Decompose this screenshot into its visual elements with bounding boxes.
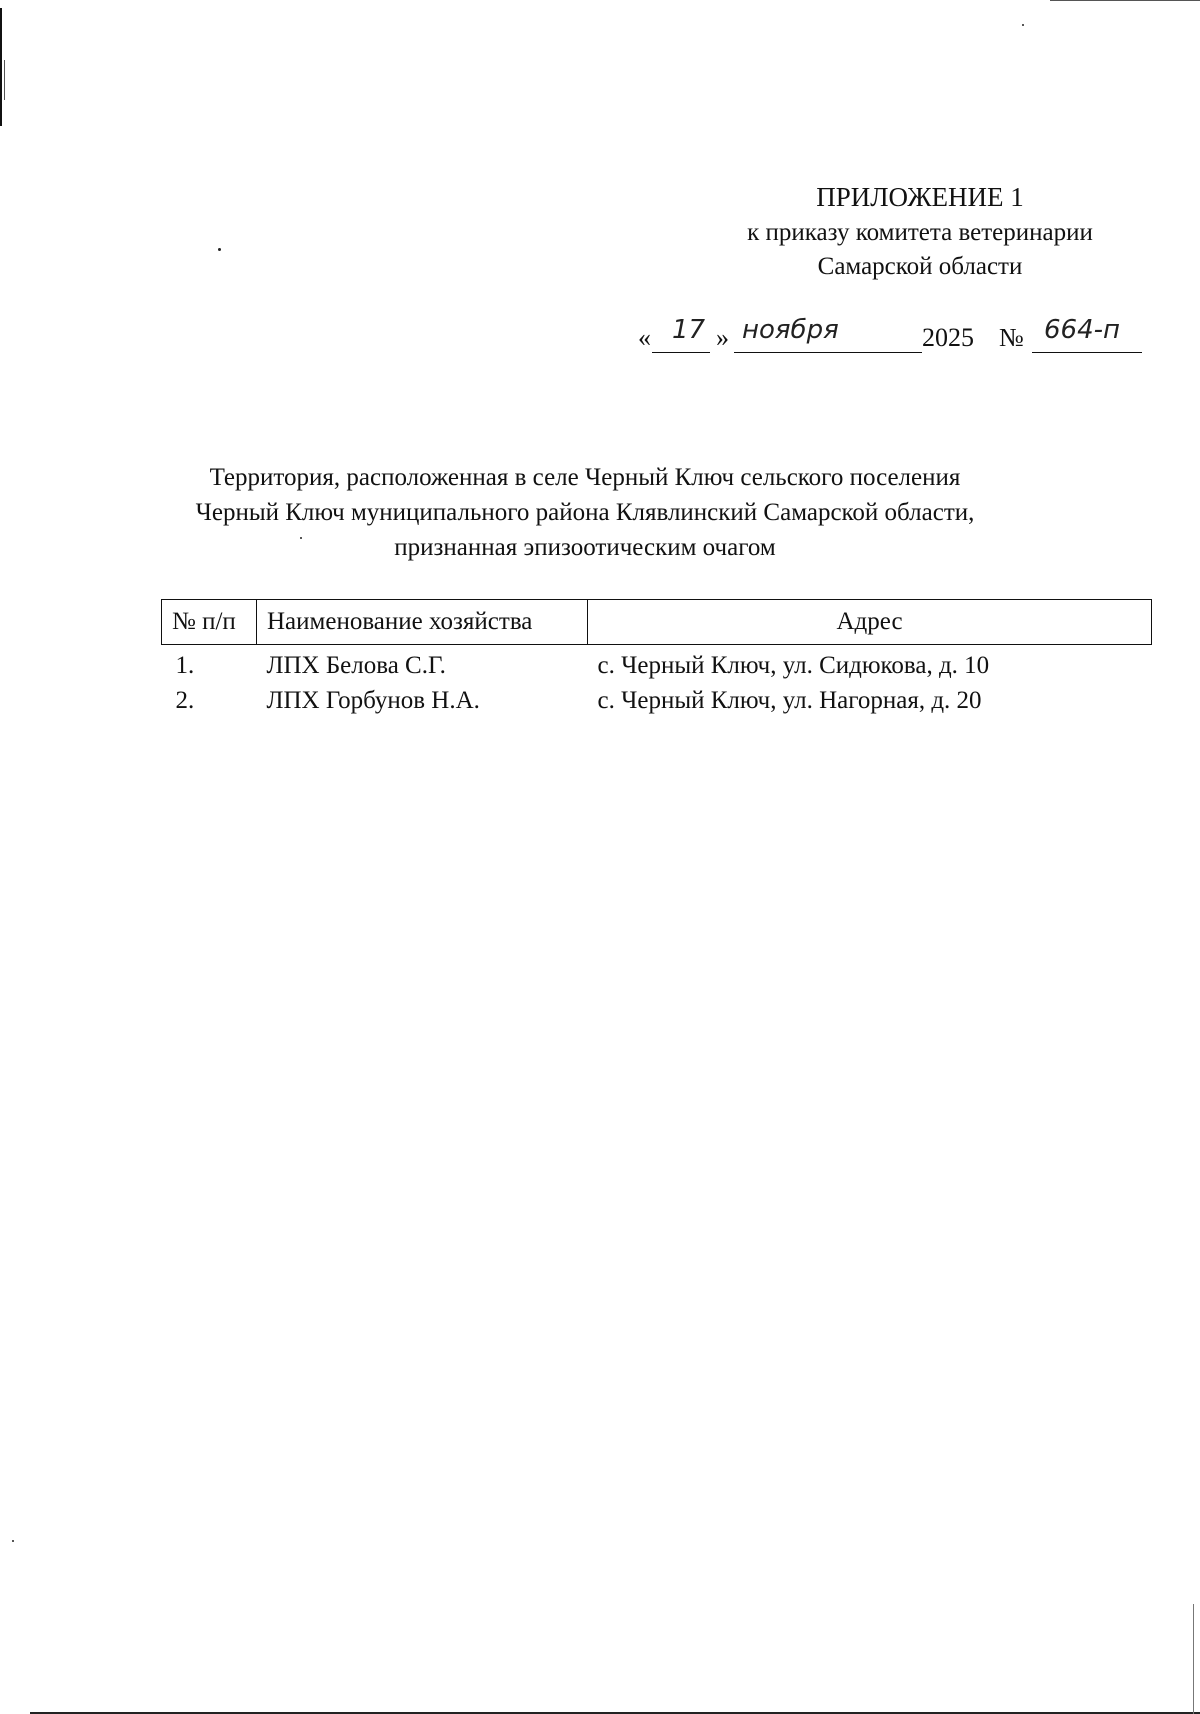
column-header-address: Адрес <box>588 600 1152 645</box>
handwritten-order-number: 664-п <box>1044 315 1121 345</box>
scan-edge-left-mark <box>4 60 5 100</box>
document-title-line: признанная эпизоотическим очагом <box>394 534 776 561</box>
month-underline <box>734 352 922 353</box>
appendix-subtitle-line: к приказу комитета ветеринарии <box>747 219 1093 246</box>
scan-speck <box>218 248 221 251</box>
number-sign: № <box>999 323 1024 352</box>
handwritten-day: 17 <box>672 315 706 345</box>
close-quote: » <box>716 323 729 352</box>
holdings-table <box>161 599 1152 715</box>
column-header-name: Наименование хозяйства <box>257 600 588 645</box>
table-row <box>162 680 1152 715</box>
appendix-subtitle <box>700 216 1140 284</box>
order-date-number-line <box>638 314 1158 362</box>
number-underline <box>1032 352 1142 353</box>
handwritten-month: ноября <box>742 315 839 345</box>
scan-speck <box>12 1540 14 1542</box>
table-row <box>162 645 1152 681</box>
document-title-line: Территория, расположенная в селе Черный Ключ сельского поселения <box>209 464 961 491</box>
row-number: 1. <box>175 652 195 679</box>
row-address: с. Черный Ключ, ул. Нагорная, д. 20 <box>597 687 982 714</box>
row-holding-name: ЛПХ Горбунов Н.А. <box>266 687 480 714</box>
appendix-subtitle-line: Самарской области <box>817 253 1023 280</box>
table-header-row <box>162 600 1152 645</box>
scan-edge-right <box>1193 1604 1194 1714</box>
scan-edge-top <box>1050 0 1200 1</box>
open-quote: « <box>638 323 651 352</box>
scan-edge-left <box>0 8 2 126</box>
order-year: 2025 <box>922 323 974 352</box>
row-holding-name: ЛПХ Белова С.Г. <box>266 652 446 679</box>
scan-speck <box>1022 24 1024 26</box>
document-title <box>130 460 1040 565</box>
row-address: с. Черный Ключ, ул. Сидюкова, д. 10 <box>597 652 990 679</box>
row-number: 2. <box>175 687 195 714</box>
column-header-number: № п/п <box>162 600 257 645</box>
day-underline <box>652 352 710 353</box>
appendix-title: ПРИЛОЖЕНИЕ 1 <box>816 182 1024 212</box>
document-title-line: Черный Ключ муниципального района Клявлинский Самарской области, <box>195 499 975 526</box>
